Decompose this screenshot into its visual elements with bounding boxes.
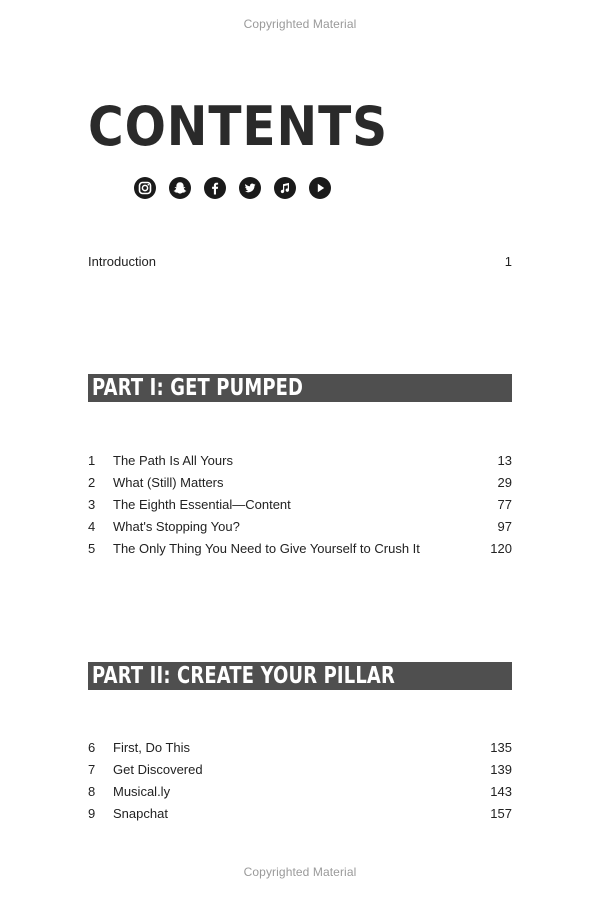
chapter-page: 97	[497, 519, 512, 534]
facebook-icon	[204, 177, 226, 199]
chapter-title: What's Stopping You?	[113, 519, 240, 534]
chapter-page: 139	[490, 762, 512, 777]
chapter-number: 8	[88, 784, 96, 799]
chapter-title: The Path Is All Yours	[113, 453, 233, 468]
chapter-page: 13	[497, 453, 512, 468]
chapter-title: The Only Thing You Need to Give Yourself to Crush It	[113, 541, 420, 556]
chapter-number: 7	[88, 762, 96, 777]
chapter-number: 3	[88, 497, 96, 512]
musical-ly-icon	[274, 177, 296, 199]
twitter-icon	[239, 177, 261, 199]
chapter-title: The Eighth Essential—Content	[113, 497, 291, 512]
chapter-page: 143	[490, 784, 512, 799]
chapter-title: What (Still) Matters	[113, 475, 224, 490]
toc-entry[interactable]	[88, 495, 512, 515]
toc-entry[interactable]	[88, 517, 512, 537]
toc-entry[interactable]	[88, 804, 512, 824]
chapter-number: 6	[88, 740, 96, 755]
part-heading-2: PART II: CREATE YOUR PILLAR	[88, 662, 512, 690]
toc-entry-introduction[interactable]	[88, 252, 512, 272]
chapter-page: 29	[497, 475, 512, 490]
chapter-title: First, Do This	[113, 740, 191, 755]
chapter-page: 77	[497, 497, 512, 512]
chapter-page: 157	[490, 806, 512, 821]
chapter-number: 5	[88, 541, 96, 556]
snapchat-icon	[169, 177, 191, 199]
toc-entry[interactable]	[88, 760, 512, 780]
toc-entry[interactable]	[88, 451, 512, 471]
chapter-page: 135	[490, 740, 512, 755]
copyright-watermark-top: Copyrighted Material	[243, 17, 357, 31]
toc-entry-label: Introduction	[88, 254, 156, 269]
toc-entry[interactable]	[88, 539, 512, 559]
social-icons-row	[134, 177, 331, 199]
chapter-title: Snapchat	[113, 806, 168, 821]
toc-entry[interactable]	[88, 473, 512, 493]
youtube-icon	[309, 177, 331, 199]
toc-entry[interactable]	[88, 738, 512, 758]
toc-entry-page: 1	[504, 254, 512, 269]
chapter-number: 2	[88, 475, 96, 490]
page-title: CONTENTS	[88, 95, 389, 158]
chapter-number: 4	[88, 519, 96, 534]
chapter-number: 1	[88, 453, 96, 468]
part-heading-1: PART I: GET PUMPED	[88, 374, 512, 402]
chapter-title: Musical.ly	[113, 784, 171, 799]
chapter-number: 9	[88, 806, 96, 821]
chapter-title: Get Discovered	[113, 762, 203, 777]
chapter-page: 120	[490, 541, 512, 556]
toc-entry[interactable]	[88, 782, 512, 802]
copyright-watermark-bottom: Copyrighted Material	[243, 865, 357, 879]
instagram-icon	[134, 177, 156, 199]
